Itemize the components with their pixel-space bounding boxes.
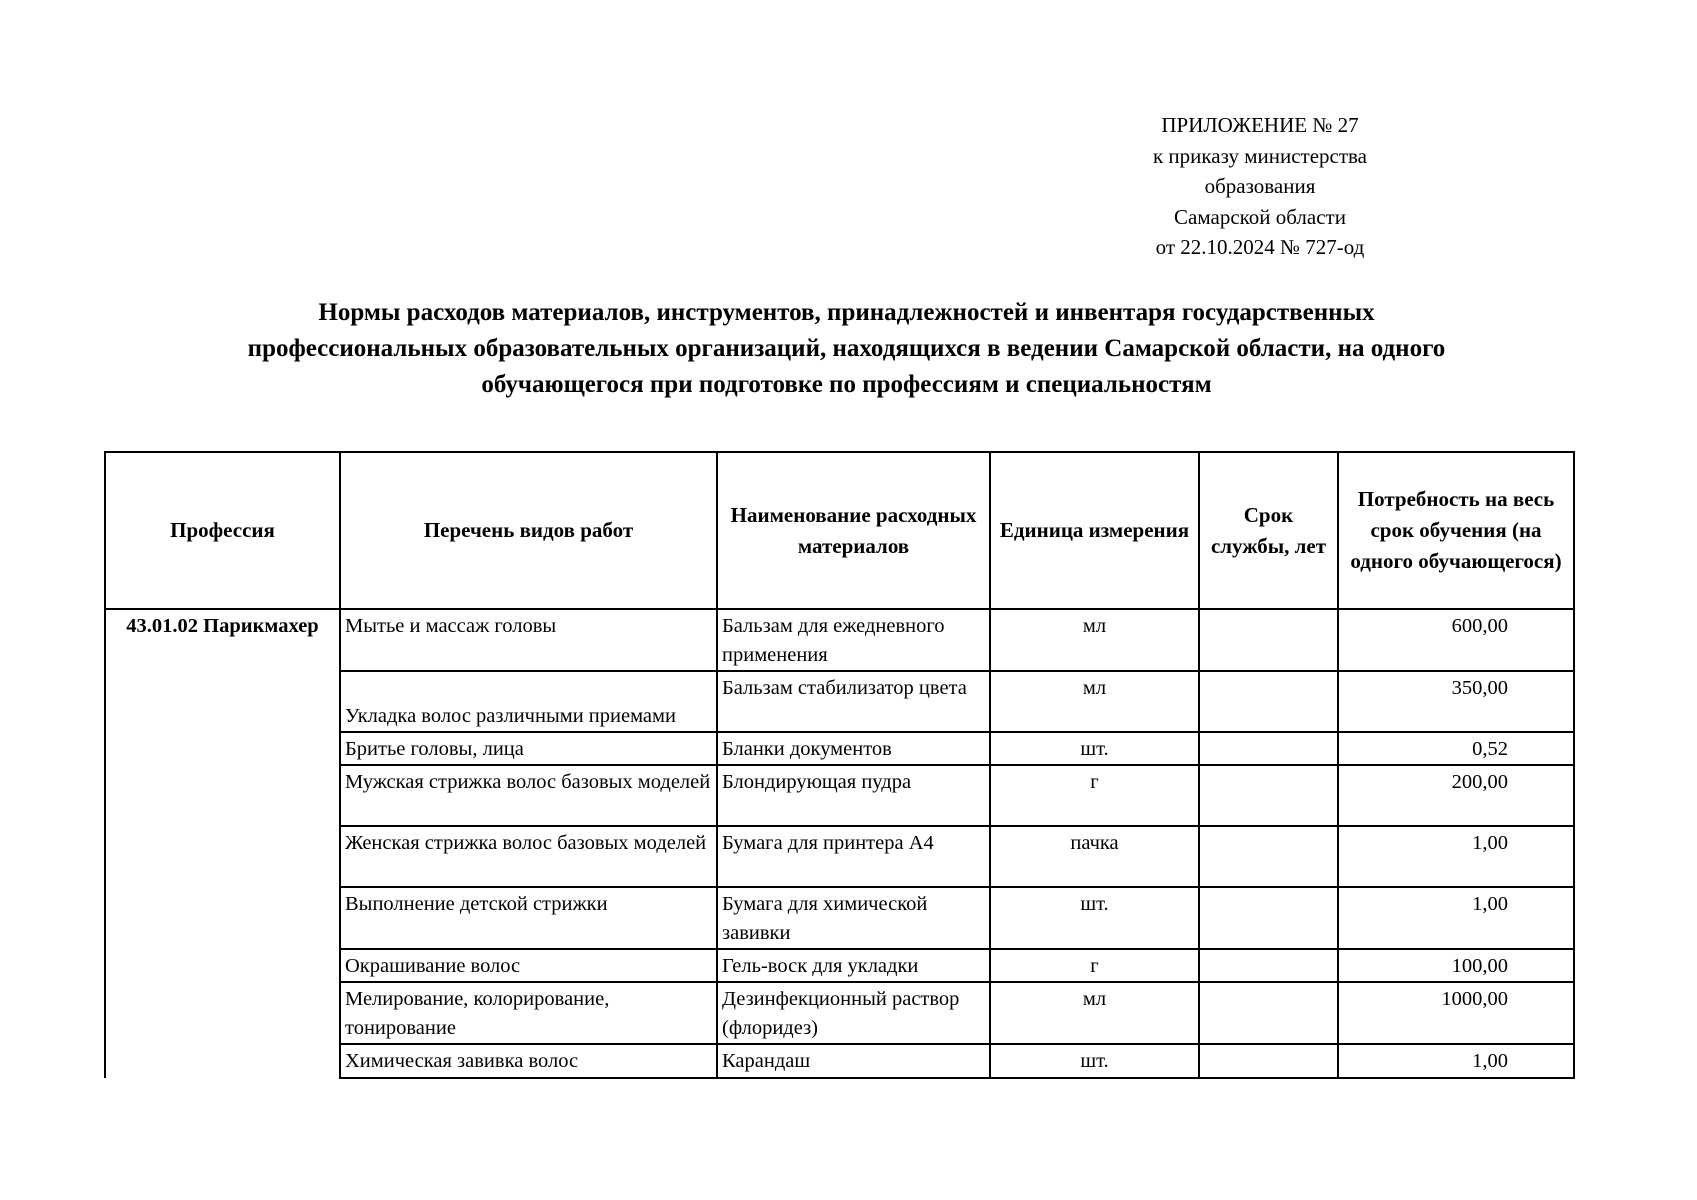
- unit-cell: пачка: [990, 826, 1199, 887]
- material-cell: Карандаш: [717, 1044, 990, 1078]
- need-cell: 600,00: [1338, 609, 1574, 671]
- unit-cell: мл: [990, 671, 1199, 732]
- unit-cell: шт.: [990, 732, 1199, 765]
- title-line: профессиональных образовательных организаций, находящихся в ведении Самарской области, на одного: [247, 335, 1446, 362]
- need-cell: 1,00: [1338, 1044, 1574, 1078]
- work-cell: Мытье и массаж головы: [340, 609, 717, 671]
- work-cell: Мелирование, колорирование, тонирование: [340, 982, 717, 1044]
- profession-cell: 43.01.02 Парикмахер: [105, 609, 340, 1078]
- table-header-row: [105, 452, 1574, 609]
- term-cell: [1199, 982, 1338, 1044]
- appendix-region: Самарской области: [1174, 204, 1346, 229]
- table-row: [105, 609, 1574, 671]
- title-line: обучающегося при подготовке по профессиям и специальностям: [481, 371, 1212, 398]
- unit-cell: шт.: [990, 887, 1199, 949]
- need-cell: 100,00: [1338, 949, 1574, 982]
- material-cell: Бальзам для ежедневного применения: [717, 609, 990, 671]
- title-line: Нормы расходов материалов, инструментов, принадлежностей и инвентаря государственных: [318, 299, 1375, 326]
- term-cell: [1199, 732, 1338, 765]
- work-cell: Бритье головы, лица: [340, 732, 717, 765]
- need-cell: 1,00: [1338, 887, 1574, 949]
- material-cell: Дезинфекционный раствор (флоридез): [717, 982, 990, 1044]
- unit-cell: шт.: [990, 1044, 1199, 1078]
- work-cell: Укладка волос различными приемами: [340, 671, 717, 732]
- material-cell: Бланки документов: [717, 732, 990, 765]
- term-cell: [1199, 949, 1338, 982]
- need-cell: 1,00: [1338, 826, 1574, 887]
- material-cell: Бальзам стабилизатор цвета: [717, 671, 990, 732]
- appendix-order-ref: к приказу министерства: [1152, 143, 1368, 168]
- unit-cell: мл: [990, 982, 1199, 1044]
- material-cell: Бумага для химической завивки: [717, 887, 990, 949]
- norms-table: [104, 451, 1575, 1079]
- header-unit: Единица измерения: [990, 452, 1199, 609]
- header-need: Потребность на весь срок обучения (на одного обучающегося): [1338, 452, 1574, 609]
- unit-cell: мл: [990, 609, 1199, 671]
- work-cell: Окрашивание волос: [340, 949, 717, 982]
- document-title: [100, 295, 1593, 403]
- header-profession: Профессия: [105, 452, 340, 609]
- term-cell: [1199, 671, 1338, 732]
- need-cell: 350,00: [1338, 671, 1574, 732]
- work-cell: Химическая завивка волос: [340, 1044, 717, 1078]
- work-cell: Выполнение детской стрижки: [340, 887, 717, 949]
- appendix-ministry: образования: [1204, 174, 1316, 198]
- material-cell: Гель-воск для укладки: [717, 949, 990, 982]
- appendix-number: ПРИЛОЖЕНИЕ № 27: [1161, 113, 1359, 137]
- appendix-block: [1130, 110, 1390, 263]
- header-works: Перечень видов работ: [340, 452, 717, 609]
- unit-cell: г: [990, 765, 1199, 826]
- material-cell: Блондирующая пудра: [717, 765, 990, 826]
- header-term: Срок службы, лет: [1199, 452, 1338, 609]
- appendix-date: от 22.10.2024 № 727-од: [1155, 235, 1365, 259]
- term-cell: [1199, 887, 1338, 949]
- work-cell: Мужская стрижка волос базовых моделей: [340, 765, 717, 826]
- work-cell: Женская стрижка волос базовых моделей: [340, 826, 717, 887]
- unit-cell: г: [990, 949, 1199, 982]
- need-cell: 1000,00: [1338, 982, 1574, 1044]
- need-cell: 200,00: [1338, 765, 1574, 826]
- term-cell: [1199, 826, 1338, 887]
- header-materials: Наименование расходных материалов: [717, 452, 990, 609]
- term-cell: [1199, 609, 1338, 671]
- need-cell: 0,52: [1338, 732, 1574, 765]
- term-cell: [1199, 1044, 1338, 1078]
- material-cell: Бумага для принтера А4: [717, 826, 990, 887]
- term-cell: [1199, 765, 1338, 826]
